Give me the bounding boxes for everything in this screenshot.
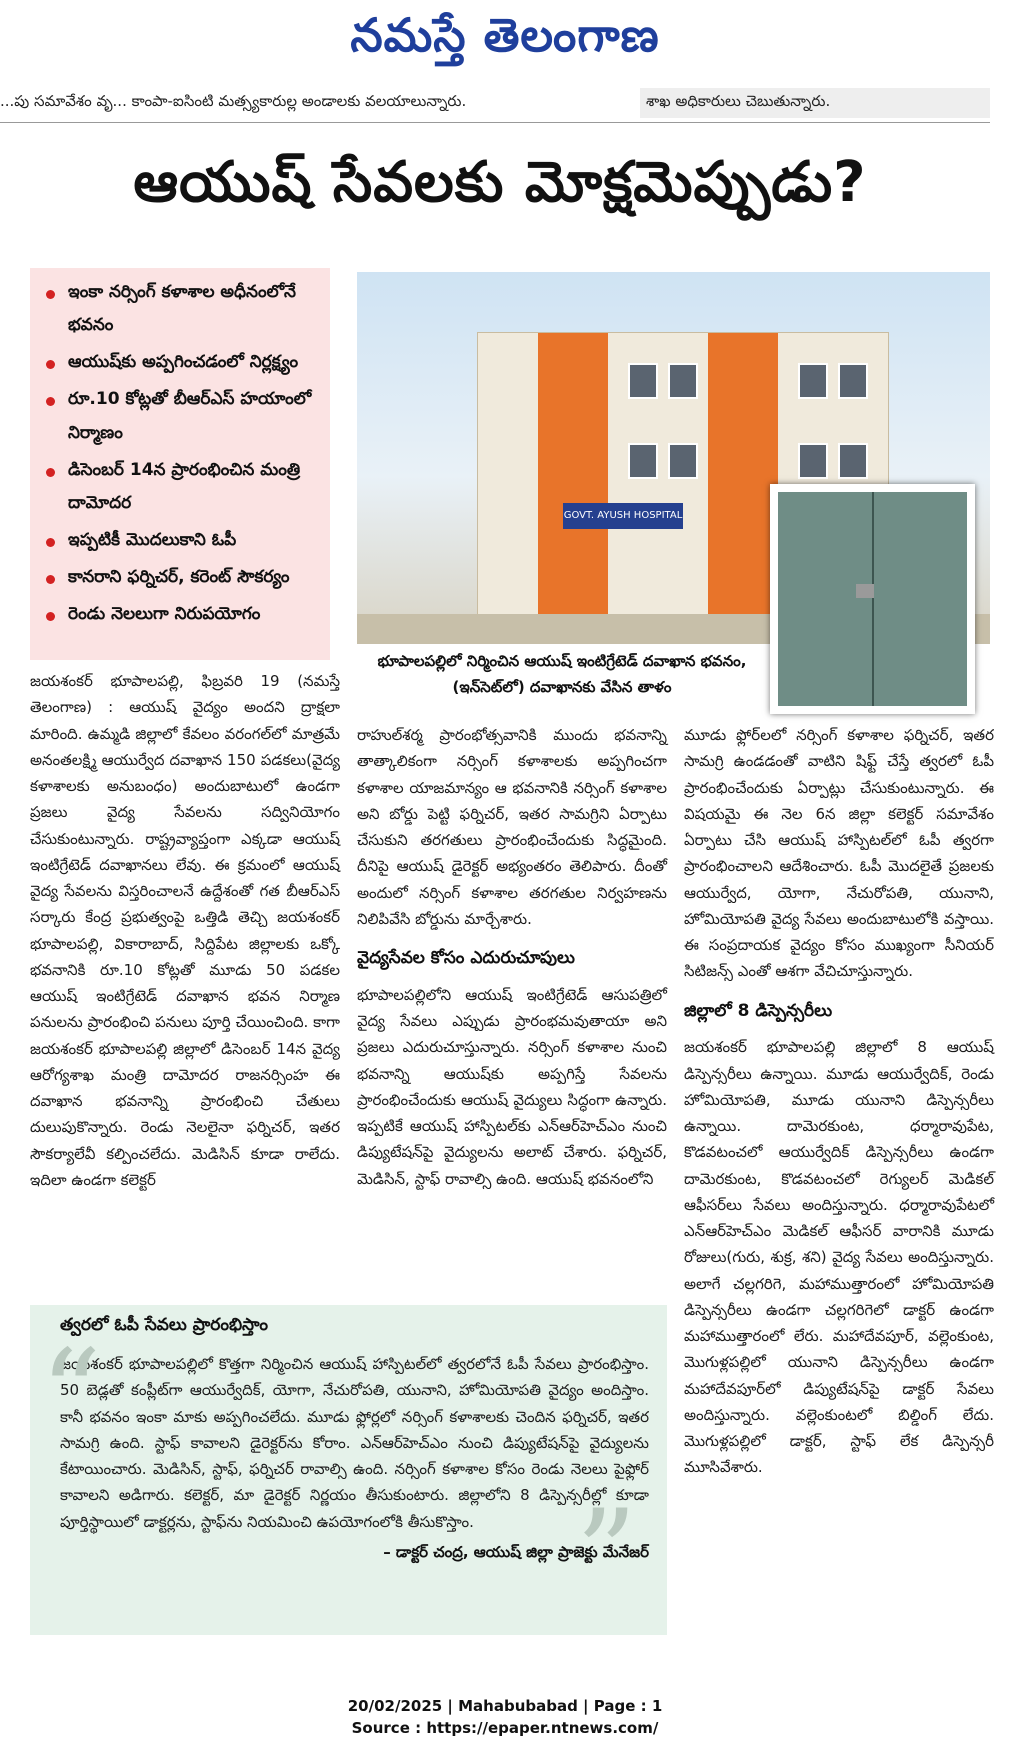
orange-pillar bbox=[538, 333, 608, 633]
top-strip-right-text: శాఖ అధికారులు చెబుతున్నారు. bbox=[640, 88, 990, 118]
padlock-icon bbox=[856, 584, 874, 598]
top-strip bbox=[0, 84, 990, 123]
window bbox=[628, 363, 658, 399]
orange-pillar bbox=[708, 333, 778, 633]
window bbox=[668, 363, 698, 399]
column-2-subheading: వైద్యసేవల కోసం ఎదురుచూపులు bbox=[357, 948, 575, 968]
column-3-subheading: జిల్లాలో 8 డిస్పెన్సరీలు bbox=[684, 1000, 833, 1021]
highlight-item: ఆయుష్‌కు అప్పగించడంలో నిర్లక్ష్యం bbox=[44, 346, 322, 379]
top-strip-left-text: ...పు సమావేశం వృ... కాంపా-ఐసింటి మత్స్యకారుల్ల అండాలకు వలయాలున్నారు. bbox=[0, 92, 467, 110]
highlight-item: రూ.10 కోట్లతో బీఆర్ఎస్ హయాంలో నిర్మాణం bbox=[44, 383, 322, 449]
masthead bbox=[0, 0, 1010, 80]
highlight-item: కానరాని ఫర్నిచర్, కరెంట్ సౌకర్యం bbox=[44, 561, 322, 594]
article-column-2 bbox=[357, 722, 667, 1192]
column-2-paragraph-1: రాహుల్‌శర్మ ప్రారంభోత్సవానికి ముందు భవనాన్ని తాత్కాలికంగా నర్సింగ్ కళాశాలకు అప్పగించగా కళాశాల యాజమాన్యం ఆ భవనానికి నర్సింగ్ కళాశాల అని బోర్డు పెట్టి ఫర్నిచర్, ఇతర సామగ్రిని ఏర్పాటు చేసుకుని తరగతులు ప్రారంభించేందుకు సిద్ధమైంది. దీనిపై ఆయుష్ డైరెక్టర్ అభ్యంతరం తెలిపారు. దీంతో అందులో నర్సింగ్ కళాశాల తరగతుల నిర్వహణను నిలిపివేసి బోర్డును మార్చేశారు. bbox=[357, 726, 667, 928]
newspaper-logo: నమస్తే తెలంగాణ bbox=[350, 8, 660, 62]
highlights-box bbox=[30, 268, 330, 660]
locked-door-inset-photo bbox=[770, 484, 975, 714]
column-1-text: జయశంకర్ భూపాలపల్లి, ఫిబ్రవరి 19 (నమస్తే తెలంగాణ) : ఆయుష్ వైద్యం అందని ద్రాక్షలా మారింది. ఉమ్మడి జిల్లాలో కేవలం వరంగల్‌లో మాత్రమే అనంతలక్ష్మి ఆయుర్వేద దవాఖాన 150 పడకలు(వైద్య కళాశాలకు అనుబంధం) అందుబాటులో ఉండగా ప్రజలు వైద్య సేవలను సద్వినియోగం చేసుకుంటున్నారు. రాష్ట్రవ్యాప్తంగా ఎక్కడా ఆయుష్ ఇంటిగ్రేటెడ్ దవాఖానలు లేవు. ఈ క్రమంలో ఆయుష్ వైద్య సేవలను విస్తరించాలనే ఉద్దేశంతో గత బీఆర్ఎస్ సర్కారు కేంద్ర ప్రభుత్వంపై ఒత్తిడి తెచ్చి జయశంకర్ భూపాలపల్లి, వికారాబాద్, సిద్దిపేట జిల్లాలకు ఒక్కో భవనానికి రూ.10 కోట్లతో మూడు 50 పడకల ఆయుష్ ఇంటిగ్రేటెడ్ దవాఖాన భవన నిర్మాణ పనులను ప్రారంభించి పనులు పూర్తి చేయించింది. కాగా జయశంకర్ భూపాలపల్లి జిల్లాలో డిసెంబర్ 14న వైద్య ఆరోగ్యశాఖ మంత్రి దామోదర రాజనర్సింహ ఈ దవాఖాన భవనాన్ని ప్రారంభించి చేతులు దులుపుకొన్నారు. రెండు నెలలైనా ఫర్నిచర్, ఇతర సౌకర్యాలేవీ కల్పించలేదు. మెడిసిన్ కూడా రాలేదు. ఇదిలా ఉండగా కలెక్టర్ bbox=[30, 672, 340, 1189]
photo-caption: భూపాలపల్లిలో నిర్మించిన ఆయుష్ ఇంటిగ్రేటెడ్ దవాఖాన భవనం,(ఇన్‌సెట్‌లో) దవాఖానకు వేసిన తాళం bbox=[377, 652, 747, 697]
window bbox=[838, 363, 868, 399]
column-2-paragraph-2: భూపాలపల్లిలోని ఆయుష్ ఇంటిగ్రేటెడ్ ఆసుపత్రిలో వైద్య సేవలు ఎప్పుడు ప్రారంభమవుతాయా అని ప్రజలు ఎదురుచూస్తున్నారు. నర్సింగ్ కళాశాల నుంచి భవనాన్ని ఆయుష్‌కు అప్పగిస్తే సేవలను ప్రారంభించేందుకు ఆయుష్ వైద్యులు సిద్ధంగా ఉన్నారు. ఇప్పటికే ఆయుష్ హాస్పిటల్‌కు ఎన్ఆర్‌హెచ్ఎం నుంచి డిప్యుటేషన్‌పై వైద్యులను అలాట్ చేశారు. ఫర్నిచర్, మెడిసిన్, స్టాఫ్ రావాల్సి ఉంది. ఆయుష్ భవనంలోని bbox=[357, 985, 667, 1188]
column-3-paragraph-2: జయశంకర్ భూపాలపల్లి జిల్లాలో 8 ఆయుష్ డిస్పెన్సరీలు ఉన్నాయి. మూడు ఆయుర్వేదిక్, రెండు హోమియోపతి, మూడు యునాని డిస్పెన్సరీలు ఉన్నాయి. దామెరకుంట, ధర్మారావుపేట, కొడవటంచలో ఆయుర్వేదిక్ డిస్పెన్సరీలు ఉండగా దామెరకుంట, కొడవటంచలో రెగ్యులర్ మెడికల్ ఆఫీసర్‌లు సేవలు అందిస్తున్నారు. ధర్మారావుపేటలో ఎన్ఆర్‌హెచ్ఎం మెడికల్ ఆఫీసర్ వారానికి మూడు రోజులు(గురు, శుక్ర, శని) వైద్య సేవలు అందిస్తున్నారు. అలాగే చల్లగరిగె, మహాముత్తారంలో హోమియోపతి డిస్పెన్సరీలు ఉండగా చల్లగరిగెలో డాక్టర్ ఉండగా మహాముత్తారంలో లేరు. మహాదేవపూర్, వల్లెంకుంట, మొగుళ్లపల్లిలో యునాని డిస్పెన్సరీలు ఉండగా మహాదేవపూర్‌లో డిప్యుటేషన్‌పై డాక్టర్ సేవలు అందిస్తున్నారు. వల్లెంకుంటలో బిల్డింగ్ లేదు. మొగుళ్లపల్లిలో డాక్టర్, స్టాఫ్ లేక డిస్పెన్సరీ మూసివేశారు. bbox=[684, 1038, 994, 1477]
highlight-item: ఇంకా నర్సింగ్ కళాశాల అధీనంలోనే భవనం bbox=[44, 276, 322, 342]
highlights-list bbox=[44, 276, 322, 631]
article-column-1 bbox=[30, 668, 340, 1193]
open-quote-icon: “ bbox=[40, 1325, 102, 1464]
highlight-item: రెండు నెలలుగా నిరుపయోగం bbox=[44, 598, 322, 631]
highlight-item: డిసెంబర్ 14న ప్రారంభించిన మంత్రి దామోదర bbox=[44, 454, 322, 520]
quote-box bbox=[30, 1305, 667, 1635]
quote-body: జయశంకర్ భూపాలపల్లిలో కొత్తగా నిర్మించిన ఆయుష్ హాస్పిటల్‌లో త్వరలోనే ఓపీ సేవలు ప్రారంభిస్తాం. 50 బెడ్లతో కంప్లీట్‌గా ఆయుర్వేదిక్, యోగా, నేచురోపతి, యునాని, హోమియోపతి వైద్యం అందిస్తాం. కానీ భవనం ఇంకా మాకు అప్పగించలేదు. మూడు ఫ్లోర్లలో నర్సింగ్ కళాశాలకు చెందిన ఫర్నిచర్, ఇతర సామగ్రి ఉంది. స్టాఫ్ కావాలని డైరెక్టర్‌ను కోరాం. ఎన్ఆర్‌హెచ్ఎం నుంచి డిప్యుటేషన్‌పై వైద్యులను కేటాయించారు. మెడిసిన్, స్టాఫ్, ఫర్నిచర్ రావాల్సి ఉంది. నర్సింగ్ కళాశాల కోసం రెండు నెలలు పైఫ్లోర్ కావాలని అడిగారు. కలెక్టర్, మా డైరెక్టర్ నిర్ణయం తీసుకుంటారు. జిల్లాలోని 8 డిస్పెన్సరీల్లో కూడా పూర్తిస్థాయిలో డాక్టర్లను, స్టాఫ్‌ను నియమించి ఉపయోగంలోకి తీసుకొస్తాం. bbox=[60, 1355, 649, 1531]
door bbox=[778, 492, 967, 706]
page-footer bbox=[0, 1696, 1010, 1740]
window bbox=[798, 363, 828, 399]
close-quote-icon: ” bbox=[575, 1485, 637, 1624]
window bbox=[838, 443, 868, 479]
hospital-sign: GOVT. AYUSH HOSPITAL bbox=[563, 503, 683, 529]
window bbox=[628, 443, 658, 479]
footer-date-edition: 20/02/2025 | Mahabubabad | Page : 1 bbox=[347, 1697, 663, 1715]
article-headline: ఆయుష్ సేవలకు మోక్షమెప్పుడు? bbox=[133, 150, 867, 215]
article-column-3 bbox=[684, 722, 994, 1481]
footer-source: Source : https://epaper.ntnews.com/ bbox=[351, 1718, 659, 1737]
highlight-item: ఇప్పటికీ మొదలుకాని ఓపీ bbox=[44, 524, 322, 557]
quote-heading: త్వరలో ఓపీ సేవలు ప్రారంభిస్తాం bbox=[60, 1315, 269, 1335]
column-3-paragraph-1: మూడు ఫ్లోర్‌లలో నర్సింగ్ కళాశాల ఫర్నిచర్, ఇతర సామగ్రి ఉండడంతో వాటిని షిఫ్ట్ చేస్తే త్వరలో ఓపీ ప్రారంభించేందుకు ఏర్పాట్లు చేసుకుంటున్నారు. ఈ విషయమై ఈ నెల 6న జిల్లా కలెక్టర్ సమావేశం ఏర్పాటు చేసి ఆయుష్ హాస్పిటల్‌లో ఓపీ త్వరగా ప్రారంభించాలని ఆదేశించారు. ఓపీ మొదలైతే ప్రజలకు ఆయుర్వేద, యోగా, నేచురోపతి, యునాని, హోమియోపతి వైద్య సేవలు అందుబాటులోకి వస్తాయి. ఈ సంప్రదాయక వైద్యం కోసం ముఖ్యంగా సీనియర్ సిటిజన్స్ ఎంతో ఆశగా వేచిచూస్తున్నారు. bbox=[684, 726, 994, 981]
window bbox=[668, 443, 698, 479]
quote-attribution: – డాక్టర్ చంద్ర, ఆయుష్ జిల్లా ప్రాజెక్టు మేనేజర్ bbox=[383, 1542, 649, 1561]
window bbox=[798, 443, 828, 479]
